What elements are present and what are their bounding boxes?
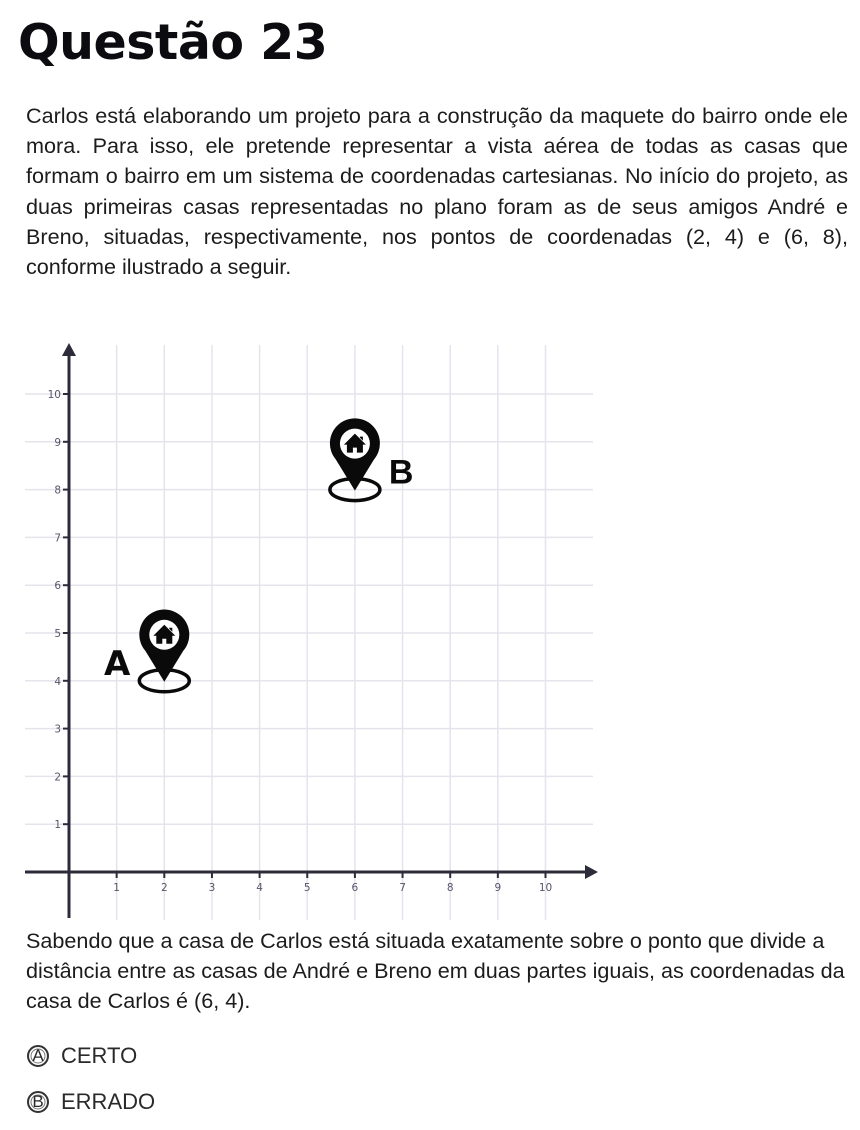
y-tick-label: 5 (54, 628, 61, 640)
point-label: A (103, 643, 131, 684)
x-tick-label: 9 (494, 882, 502, 894)
x-tick-label: 2 (160, 882, 168, 894)
y-tick-label: 7 (54, 532, 61, 545)
y-tick-label: 9 (54, 436, 61, 449)
chart-points (104, 418, 413, 691)
x-tick-label: 8 (446, 882, 454, 894)
option-a-letter-icon: A (27, 1045, 49, 1067)
x-tick-label: 6 (351, 882, 359, 894)
y-tick-label: 1 (54, 819, 61, 832)
y-tick-label: 2 (54, 771, 61, 784)
grid-lines (25, 345, 593, 920)
y-tick-label: 8 (54, 484, 61, 497)
question-statement: Carlos está elaborando um projeto para a construção da maquete do bairro onde ele mora. Para isso, ele pretende representar a vista aérea de todas as casas que formam o bairro em um sistema de coordenadas cartesianas. No início do projeto, as duas primeiras casas representadas no plano foram as de seus amigos André e Breno, situadas, respectivamente, nos pontos de coordenadas (2, 4) e (6, 8), conforme ilustrado a seguir. (26, 103, 848, 280)
x-tick-label: 5 (303, 882, 311, 894)
y-tick-label: 6 (54, 580, 61, 593)
option-b[interactable] (27, 1089, 155, 1115)
x-tick-label: 4 (256, 882, 263, 894)
y-axis-arrow-icon (62, 343, 76, 356)
x-axis-arrow-icon (585, 865, 598, 879)
point-label: B (388, 453, 414, 492)
axes (25, 343, 598, 918)
y-tick-label: 4 (54, 675, 61, 688)
cartesian-plane (0, 335, 620, 925)
option-b-letter-icon: B (27, 1091, 49, 1113)
y-tick-label: 3 (54, 723, 61, 736)
option-b-label: ERRADO (61, 1089, 156, 1114)
y-tick-label: 10 (47, 389, 61, 401)
x-tick-label: 1 (113, 882, 120, 894)
home-pin-icon (330, 418, 414, 500)
x-tick-label: 3 (208, 882, 216, 894)
question-title: Questão 23 (18, 14, 328, 71)
option-a[interactable] (27, 1043, 137, 1069)
option-a-label: CERTO (61, 1043, 138, 1068)
axis-ticks (48, 389, 553, 894)
x-tick-label: 10 (538, 882, 553, 894)
x-tick-label: 7 (399, 882, 406, 894)
question-claim: Sabendo que a casa de Carlos está situada exatamente sobre o ponto que divide a distância entre as casas de André e Breno em duas partes iguais, as coordenadas da casa de Carlos é (6, 4). (26, 928, 845, 1014)
